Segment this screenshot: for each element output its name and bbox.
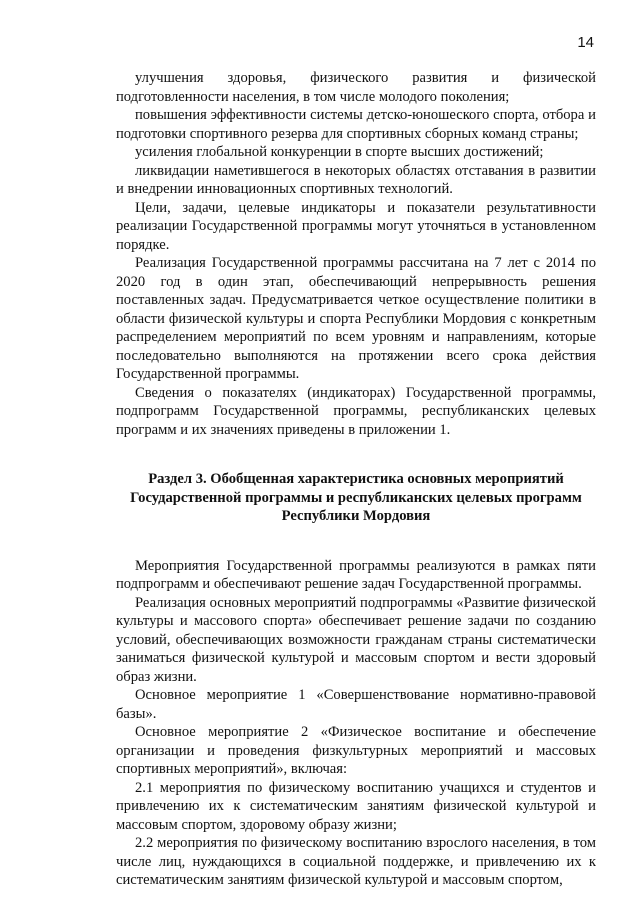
paragraph: улучшения здоровья, физического развития и физической подготовленности населения, в том числе молодого поколения; <box>116 70 596 105</box>
paragraph: повышения эффективности системы детско-юношеского спорта, отбора и подготовки спортивного резерва для спортивных сборных команд страны; <box>116 107 596 142</box>
paragraph: 2.2 мероприятия по физическому воспитанию взрослого населения, в том числе лиц, нуждающихся в социальной поддержке, и привлечению их к систематическим занятиям физической культурой и массовым спортом, <box>116 835 596 888</box>
paragraph: Реализация основных мероприятий подпрограммы «Развитие физической культуры и массового спорта» обеспечивает решение задачи по созданию условий, обеспечивающих возможности гражданам страны систематически заниматься физической культурой и массовым спортом и вести здоровый образ жизни. <box>116 594 596 685</box>
section-heading-line: Республики Мордовия <box>281 508 431 524</box>
page-number: 14 <box>577 34 594 51</box>
paragraph: Цели, задачи, целевые индикаторы и показатели результативности реализации Государственной программы могут уточняться в установленном порядке. <box>116 199 596 253</box>
paragraph: усиления глобальной конкуренции в спорте высших достижений; <box>135 144 544 160</box>
paragraph: 2.1 мероприятия по физическому воспитанию учащихся и студентов и привлечению их к систематическим занятиям физической культурой и массовым спортом, здоровому образу жизни; <box>116 779 596 833</box>
section-heading-line: Государственной программы и республиканских целевых программ <box>130 489 582 506</box>
paragraph: Сведения о показателях (индикаторах) Государственной программы, подпрограмм Государственной программы, республиканских целевых программ и их значениях приведены в приложении 1. <box>116 384 596 438</box>
paragraph: Мероприятия Государственной программы реализуются в рамках пяти подпрограмм и обеспечивают решение задач Государственной программы. <box>116 557 596 592</box>
section-heading <box>116 470 596 526</box>
paragraph: Основное мероприятие 2 «Физическое воспитание и обеспечение организации и проведения физкультурных мероприятий и массовых спортивных мероприятий», включая: <box>116 724 596 777</box>
section-heading-line: Раздел 3. Обобщенная характеристика основных мероприятий <box>148 471 564 487</box>
document-body <box>116 69 596 890</box>
paragraph: Реализация Государственной программы рассчитана на 7 лет с 2014 по 2020 год в один этап, обеспечивающий непрерывность решения поставленных задач. Предусматривается четкое осуществление политики в области физической культуры и спорта Республики Мордовия с конкретным распределением мероприятий по всем уровням и направлениям, которые последовательно выполняются на протяжении всего срока действия Государственной программы. <box>116 255 596 382</box>
paragraph: ликвидации наметившегося в некоторых областях отставания в развитии и внедрении инновационных спортивных технологий. <box>116 162 596 197</box>
paragraph: Основное мероприятие 1 «Совершенствование нормативно-правовой базы». <box>116 687 596 722</box>
